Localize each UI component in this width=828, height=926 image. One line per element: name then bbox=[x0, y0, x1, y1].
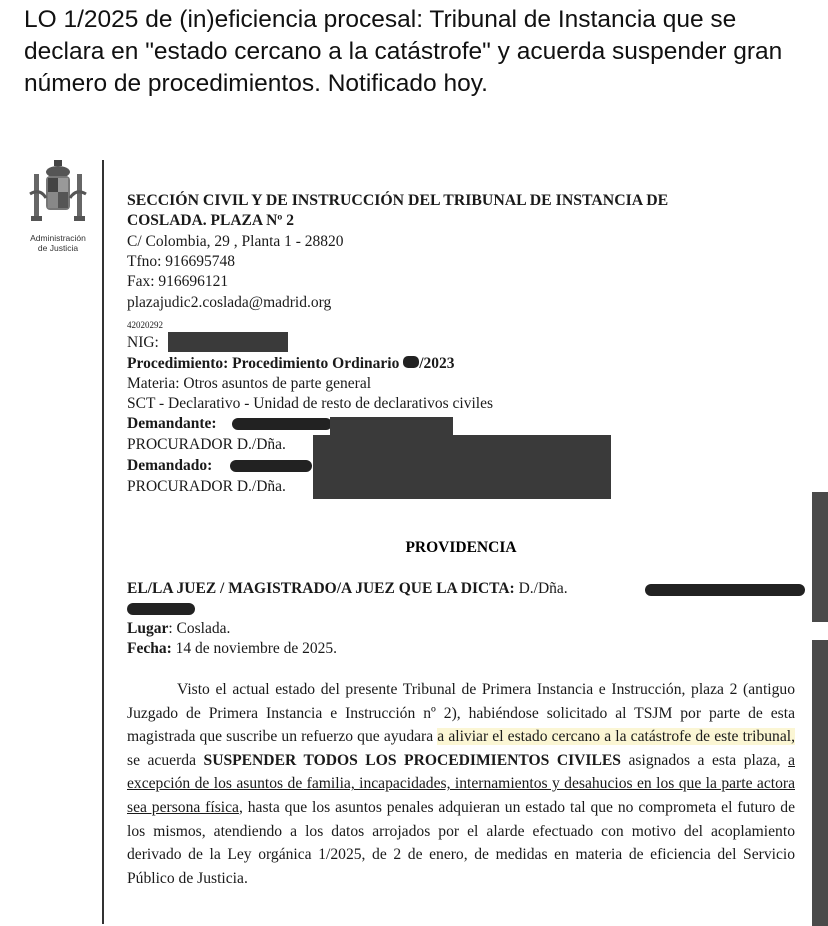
procedimiento-label: Procedimiento: Procedimiento Ordinario bbox=[127, 355, 400, 372]
phone: Tfno: 916695748 bbox=[127, 253, 236, 270]
lugar bbox=[127, 620, 230, 638]
materia: Materia: Otros asuntos de parte general bbox=[127, 375, 372, 392]
logo-caption: Administración bbox=[30, 233, 86, 243]
procedimiento bbox=[127, 355, 455, 373]
court-header: SECCIÓN CIVIL Y DE INSTRUCCIÓN DEL TRIBUNAL DE INSTANCIA DE bbox=[127, 192, 669, 209]
edge-shadow bbox=[812, 492, 828, 622]
redaction bbox=[330, 417, 453, 437]
margin-line bbox=[102, 160, 104, 924]
document-title: PROVIDENCIA bbox=[405, 539, 517, 556]
document-image[interactable] bbox=[0, 150, 828, 926]
address: C/ Colombia, 29 , Planta 1 - 28820 bbox=[127, 233, 344, 250]
demandado-label: Demandado: bbox=[127, 457, 213, 474]
highlighted-text: a aliviar el estado cercano a la catástrofe de este tribunal, bbox=[437, 728, 795, 746]
court-header: COSLADA. PLAZA Nº 2 bbox=[127, 212, 295, 229]
fecha-value: 14 de noviembre de 2025. bbox=[171, 640, 338, 657]
lugar-label: Lugar bbox=[127, 620, 169, 637]
body-text: se acuerda bbox=[127, 751, 204, 769]
edge-shadow bbox=[812, 640, 828, 926]
redaction bbox=[645, 584, 805, 596]
body-text: Visto el actual estado del presente Tribunal de Primera Instancia e Instrucción, plaza 2 (antiguo Juzgado de Primera Instancia e Instrucción nº 2), habiéndose solicitado al TSJM por parte de esta magistrada que suscribe un refuerzo que ayudara bbox=[127, 681, 795, 746]
redaction bbox=[403, 356, 419, 368]
body-text: asignados a esta plaza, bbox=[620, 751, 789, 769]
fax: Fax: 916696121 bbox=[127, 273, 229, 290]
redaction bbox=[127, 603, 195, 615]
redaction bbox=[168, 332, 288, 352]
code: 42020292 bbox=[127, 320, 163, 330]
juez-label: EL/LA JUEZ / MAGISTRADO/A JUEZ QUE LA DICTA: bbox=[127, 580, 515, 597]
procurador-2: PROCURADOR D./Dña. bbox=[127, 478, 286, 495]
redaction bbox=[230, 460, 312, 472]
redaction bbox=[313, 435, 611, 499]
body-paragraph bbox=[127, 678, 795, 890]
fecha bbox=[127, 640, 337, 658]
demandante-label: Demandante: bbox=[127, 415, 217, 432]
juez-line bbox=[127, 580, 568, 598]
procedimiento-year: /2023 bbox=[419, 355, 455, 372]
email: plazajudic2.coslada@madrid.org bbox=[127, 294, 332, 311]
coat-of-arms-icon bbox=[28, 158, 88, 228]
fecha-label: Fecha: bbox=[127, 640, 172, 657]
redaction bbox=[232, 418, 332, 430]
procurador-1: PROCURADOR D./Dña. bbox=[127, 436, 286, 453]
nig-label: NIG: bbox=[127, 334, 159, 351]
body-text: , hasta que los asuntos penales adquieran un estado tal que no comprometa el futuro de los mismos, atendiendo a los datos arrojados por el alarde efectuado con motivo del acoplamiento derivado de la Ley orgánica 1/2025, de 2 de enero, de medidas en materia de eficiencia del Servicio Público de Justicia. bbox=[127, 798, 795, 887]
lugar-value: : Coslada. bbox=[168, 620, 231, 637]
juez-prefix: D./Dña. bbox=[518, 580, 568, 597]
sct: SCT - Declarativo - Unidad de resto de declarativos civiles bbox=[127, 395, 493, 412]
underlined-text: a excepción de los asuntos de familia, incapacidades, internamientos y desahucios en los que la parte actora sea persona física bbox=[127, 751, 795, 816]
coat-of-arms-logo bbox=[22, 158, 94, 253]
bold-text: SUSPENDER TODOS LOS PROCEDIMIENTOS CIVILES bbox=[203, 751, 621, 769]
post-text: LO 1/2025 de (in)eficiencia procesal: Tribunal de Instancia que se declara en "estado cercano a la catástrofe" y acuerda suspender gran número de procedimientos. Notificado hoy. bbox=[24, 6, 783, 97]
logo-caption: de Justicia bbox=[37, 243, 79, 253]
